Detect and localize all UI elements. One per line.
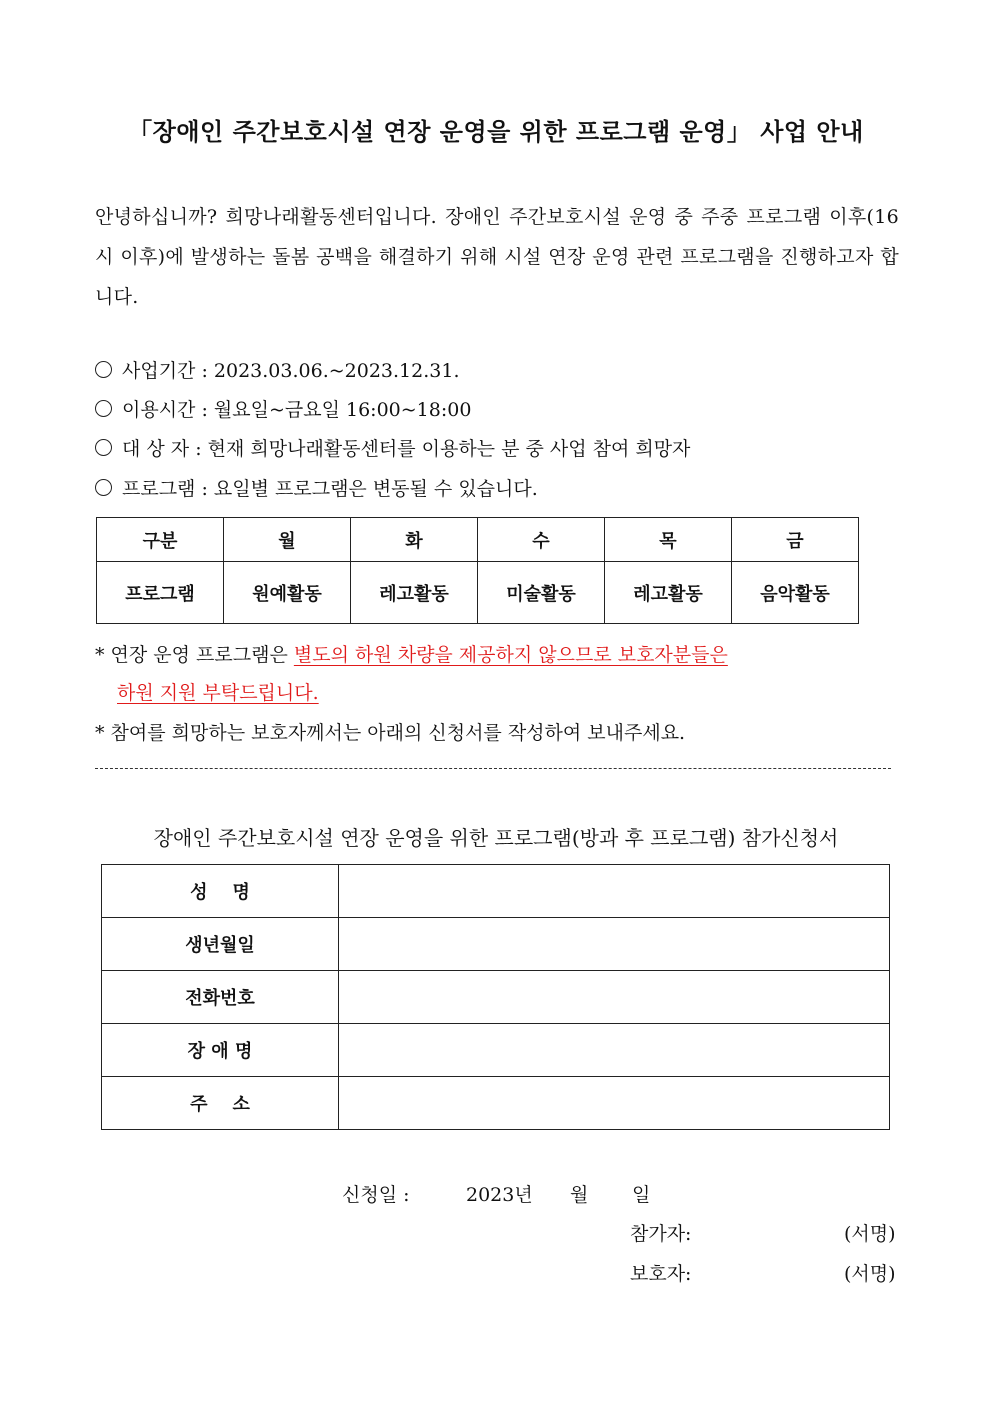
participant-signature[interactable]: (서명) (844, 1223, 896, 1245)
form-input-phone[interactable] (339, 971, 890, 1024)
schedule-header-cell: 화 (351, 518, 478, 562)
info-program (95, 474, 538, 501)
info-separator: : (195, 478, 214, 500)
form-row (102, 918, 890, 971)
info-value: 현재 희망나래활동센터를 이용하는 분 중 사업 참여 희망자 (207, 438, 691, 460)
note-apply: * 참여를 희망하는 보호자께서는 아래의 신청서를 작성하여 보내주세요. (95, 722, 686, 744)
info-separator: : (195, 399, 214, 421)
guardian-label: 보호자: (630, 1263, 692, 1285)
schedule-header-cell: 월 (224, 518, 351, 562)
form-row (102, 1024, 890, 1077)
schedule-table (96, 517, 859, 624)
note-pickup-continued (117, 678, 319, 705)
note-warning-text: 하원 지원 부탁드립니다. (117, 682, 319, 704)
form-row (102, 865, 890, 918)
guardian-signature[interactable]: (서명) (844, 1263, 896, 1285)
schedule-header-cell: 수 (478, 518, 605, 562)
form-label-address: 주 소 (102, 1077, 339, 1130)
note-pickup (95, 640, 728, 667)
schedule-cell: 레고활동 (605, 562, 732, 624)
intro-paragraph: 안녕하십니까? 희망나래활동센터입니다. 장애인 주간보호시설 운영 중 주중 프로그램 이후(16시 이후)에 발생하는 돌봄 공백을 해결하기 위해 시설 연장 운영 관련 프로그램을 진행하고자 합니다. (95, 206, 899, 308)
info-target (95, 434, 690, 461)
info-value: 2023.03.06.~2023.12.31. (213, 360, 460, 382)
schedule-cell: 미술활동 (478, 562, 605, 624)
schedule-header-cell: 구분 (97, 518, 224, 562)
form-input-name[interactable] (339, 865, 890, 918)
circle-bullet-icon (95, 361, 112, 378)
info-label: 대 상 자 (122, 438, 190, 460)
form-input-address[interactable] (339, 1077, 890, 1130)
participant-label: 참가자: (630, 1223, 692, 1245)
info-separator: : (189, 438, 208, 460)
application-month: 월 (570, 1184, 589, 1206)
circle-bullet-icon (95, 400, 112, 417)
schedule-header-cell: 금 (732, 518, 859, 562)
info-label: 사업기간 (122, 360, 196, 382)
schedule-cell: 프로그램 (97, 562, 224, 624)
application-form-table (101, 864, 890, 1130)
circle-bullet-icon (95, 439, 112, 456)
info-label: 프로그램 (122, 478, 196, 500)
document-title: 「장애인 주간보호시설 연장 운영을 위한 프로그램 운영」 사업 안내 (128, 117, 864, 146)
schedule-program-row (97, 562, 859, 624)
form-row (102, 1077, 890, 1130)
info-value: 요일별 프로그램은 변동될 수 있습니다. (213, 478, 538, 500)
cut-line-divider (95, 768, 891, 769)
application-year: 2023년 (466, 1184, 533, 1206)
info-period (95, 356, 459, 383)
schedule-header-cell: 목 (605, 518, 732, 562)
schedule-cell: 레고활동 (351, 562, 478, 624)
info-label: 이용시간 (122, 399, 196, 421)
form-title: 장애인 주간보호시설 연장 운영을 위한 프로그램(방과 후 프로그램) 참가신청서 (153, 826, 839, 850)
note-warning-text: 별도의 하원 차량을 제공하지 않으므로 보호자분들은 (293, 644, 728, 666)
form-input-disability[interactable] (339, 1024, 890, 1077)
schedule-header-row (97, 518, 859, 562)
form-row (102, 971, 890, 1024)
application-date-label: 신청일 : (342, 1184, 410, 1206)
form-label-disability: 장 애 명 (102, 1024, 339, 1077)
circle-bullet-icon (95, 479, 112, 496)
form-label-birthdate: 생년월일 (102, 918, 339, 971)
info-hours (95, 395, 471, 422)
info-value: 월요일~금요일 16:00~18:00 (213, 399, 472, 421)
form-label-name: 성 명 (102, 865, 339, 918)
schedule-cell: 음악활동 (732, 562, 859, 624)
form-label-phone: 전화번호 (102, 971, 339, 1024)
schedule-cell: 원예활동 (224, 562, 351, 624)
info-separator: : (195, 360, 214, 382)
application-day: 일 (632, 1184, 651, 1206)
form-input-birthdate[interactable] (339, 918, 890, 971)
note-prefix: * 연장 운영 프로그램은 (95, 644, 294, 666)
